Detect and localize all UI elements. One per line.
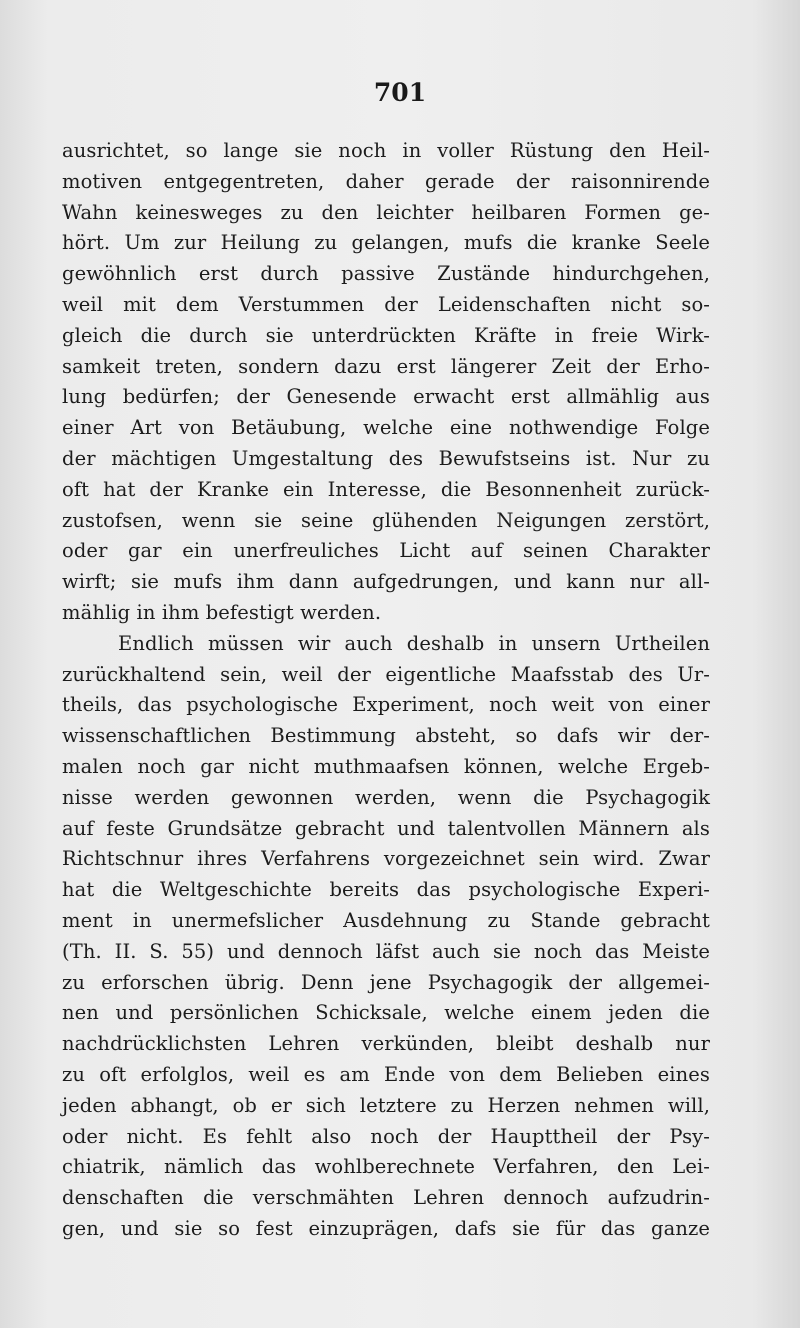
text-line: auf feste Grundsätze gebracht und talentvollen Männern als [62,816,710,840]
text-line: zu erforschen übrig. Denn jene Psychagogik der allgemei- [62,970,710,994]
page-number: 701 [373,78,427,107]
text-line: wirft; sie mufs ihm dann aufgedrungen, und kann nur all- [62,570,710,594]
text-line: gewöhnlich erst durch passive Zustände hindurchgehen, [62,262,710,286]
text-line: lung bedürfen; der Genesende erwacht erst allmählig aus [62,385,710,409]
text-line: ment in unermefslicher Ausdehnung zu Stande gebracht [62,908,710,932]
text-line: gleich die durch sie unterdrückten Kräfte in freie Wirk- [62,323,710,347]
text-line: oder nicht. Es fehlt also noch der Haupttheil der Psy- [62,1124,710,1148]
body-text [62,136,710,1245]
paragraph-end-line: mählig in ihm befestigt werden. [62,600,382,624]
text-line: malen noch gar nicht muthmaafsen können, welche Ergeb- [62,754,710,778]
text-line: der mächtigen Umgestaltung des Bewufstseins ist. Nur zu [62,446,710,470]
text-line: hört. Um zur Heilung zu gelangen, mufs die kranke Seele [62,231,710,255]
text-line: Richtschnur ihres Verfahrens vorgezeichnet sein wird. Zwar [62,847,710,871]
text-line: wissenschaftlichen Bestimmung absteht, so dafs wir der- [62,724,710,748]
text-line: hat die Weltgeschichte bereits das psychologische Experi- [62,878,710,902]
text-line: oder gar ein unerfreuliches Licht auf seinen Charakter [62,539,710,563]
text-line: gen, und sie so fest einzuprägen, dafs sie für das ganze [62,1216,710,1240]
text-line: zustofsen, wenn sie seine glühenden Neigungen zerstört, [62,508,710,532]
text-line: nen und persönlichen Schicksale, welche einem jeden die [62,1001,710,1025]
text-line: nisse werden gewonnen werden, wenn die Psychagogik [62,785,710,809]
text-line: nachdrücklichsten Lehren verkünden, bleibt deshalb nur [62,1032,710,1056]
text-line: samkeit treten, sondern dazu erst längerer Zeit der Erho- [62,354,710,378]
text-line: jeden abhangt, ob er sich letztere zu Herzen nehmen will, [62,1093,710,1117]
text-line: (Th. II. S. 55) und dennoch läfst auch sie noch das Meiste [62,939,710,963]
text-line: denschaften die verschmähten Lehren dennoch aufzudrin- [62,1186,710,1210]
text-line: zu oft erfolglos, weil es am Ende von dem Belieben eines [62,1062,710,1086]
text-line: einer Art von Betäubung, welche eine nothwendige Folge [62,416,710,440]
text-line: oft hat der Kranke ein Interesse, die Besonnenheit zurück- [62,477,710,501]
text-line: zurückhaltend sein, weil der eigentliche Maafsstab des Ur- [62,662,710,686]
text-line: ausrichtet, so lange sie noch in voller Rüstung den Heil- [62,139,710,162]
text-line: theils, das psychologische Experiment, noch weit von einer [62,693,710,717]
text-line: weil mit dem Verstummen der Leidenschaften nicht so- [62,292,710,316]
paragraph-start-line: Endlich müssen wir auch deshalb in unsern Urtheilen [118,631,710,655]
text-line: chiatrik, nämlich das wohlberechnete Verfahren, den Lei- [62,1155,710,1179]
text-line: Wahn keinesweges zu den leichter heilbaren Formen ge- [62,200,710,224]
text-line: motiven entgegentreten, daher gerade der raisonnirende [62,169,710,193]
